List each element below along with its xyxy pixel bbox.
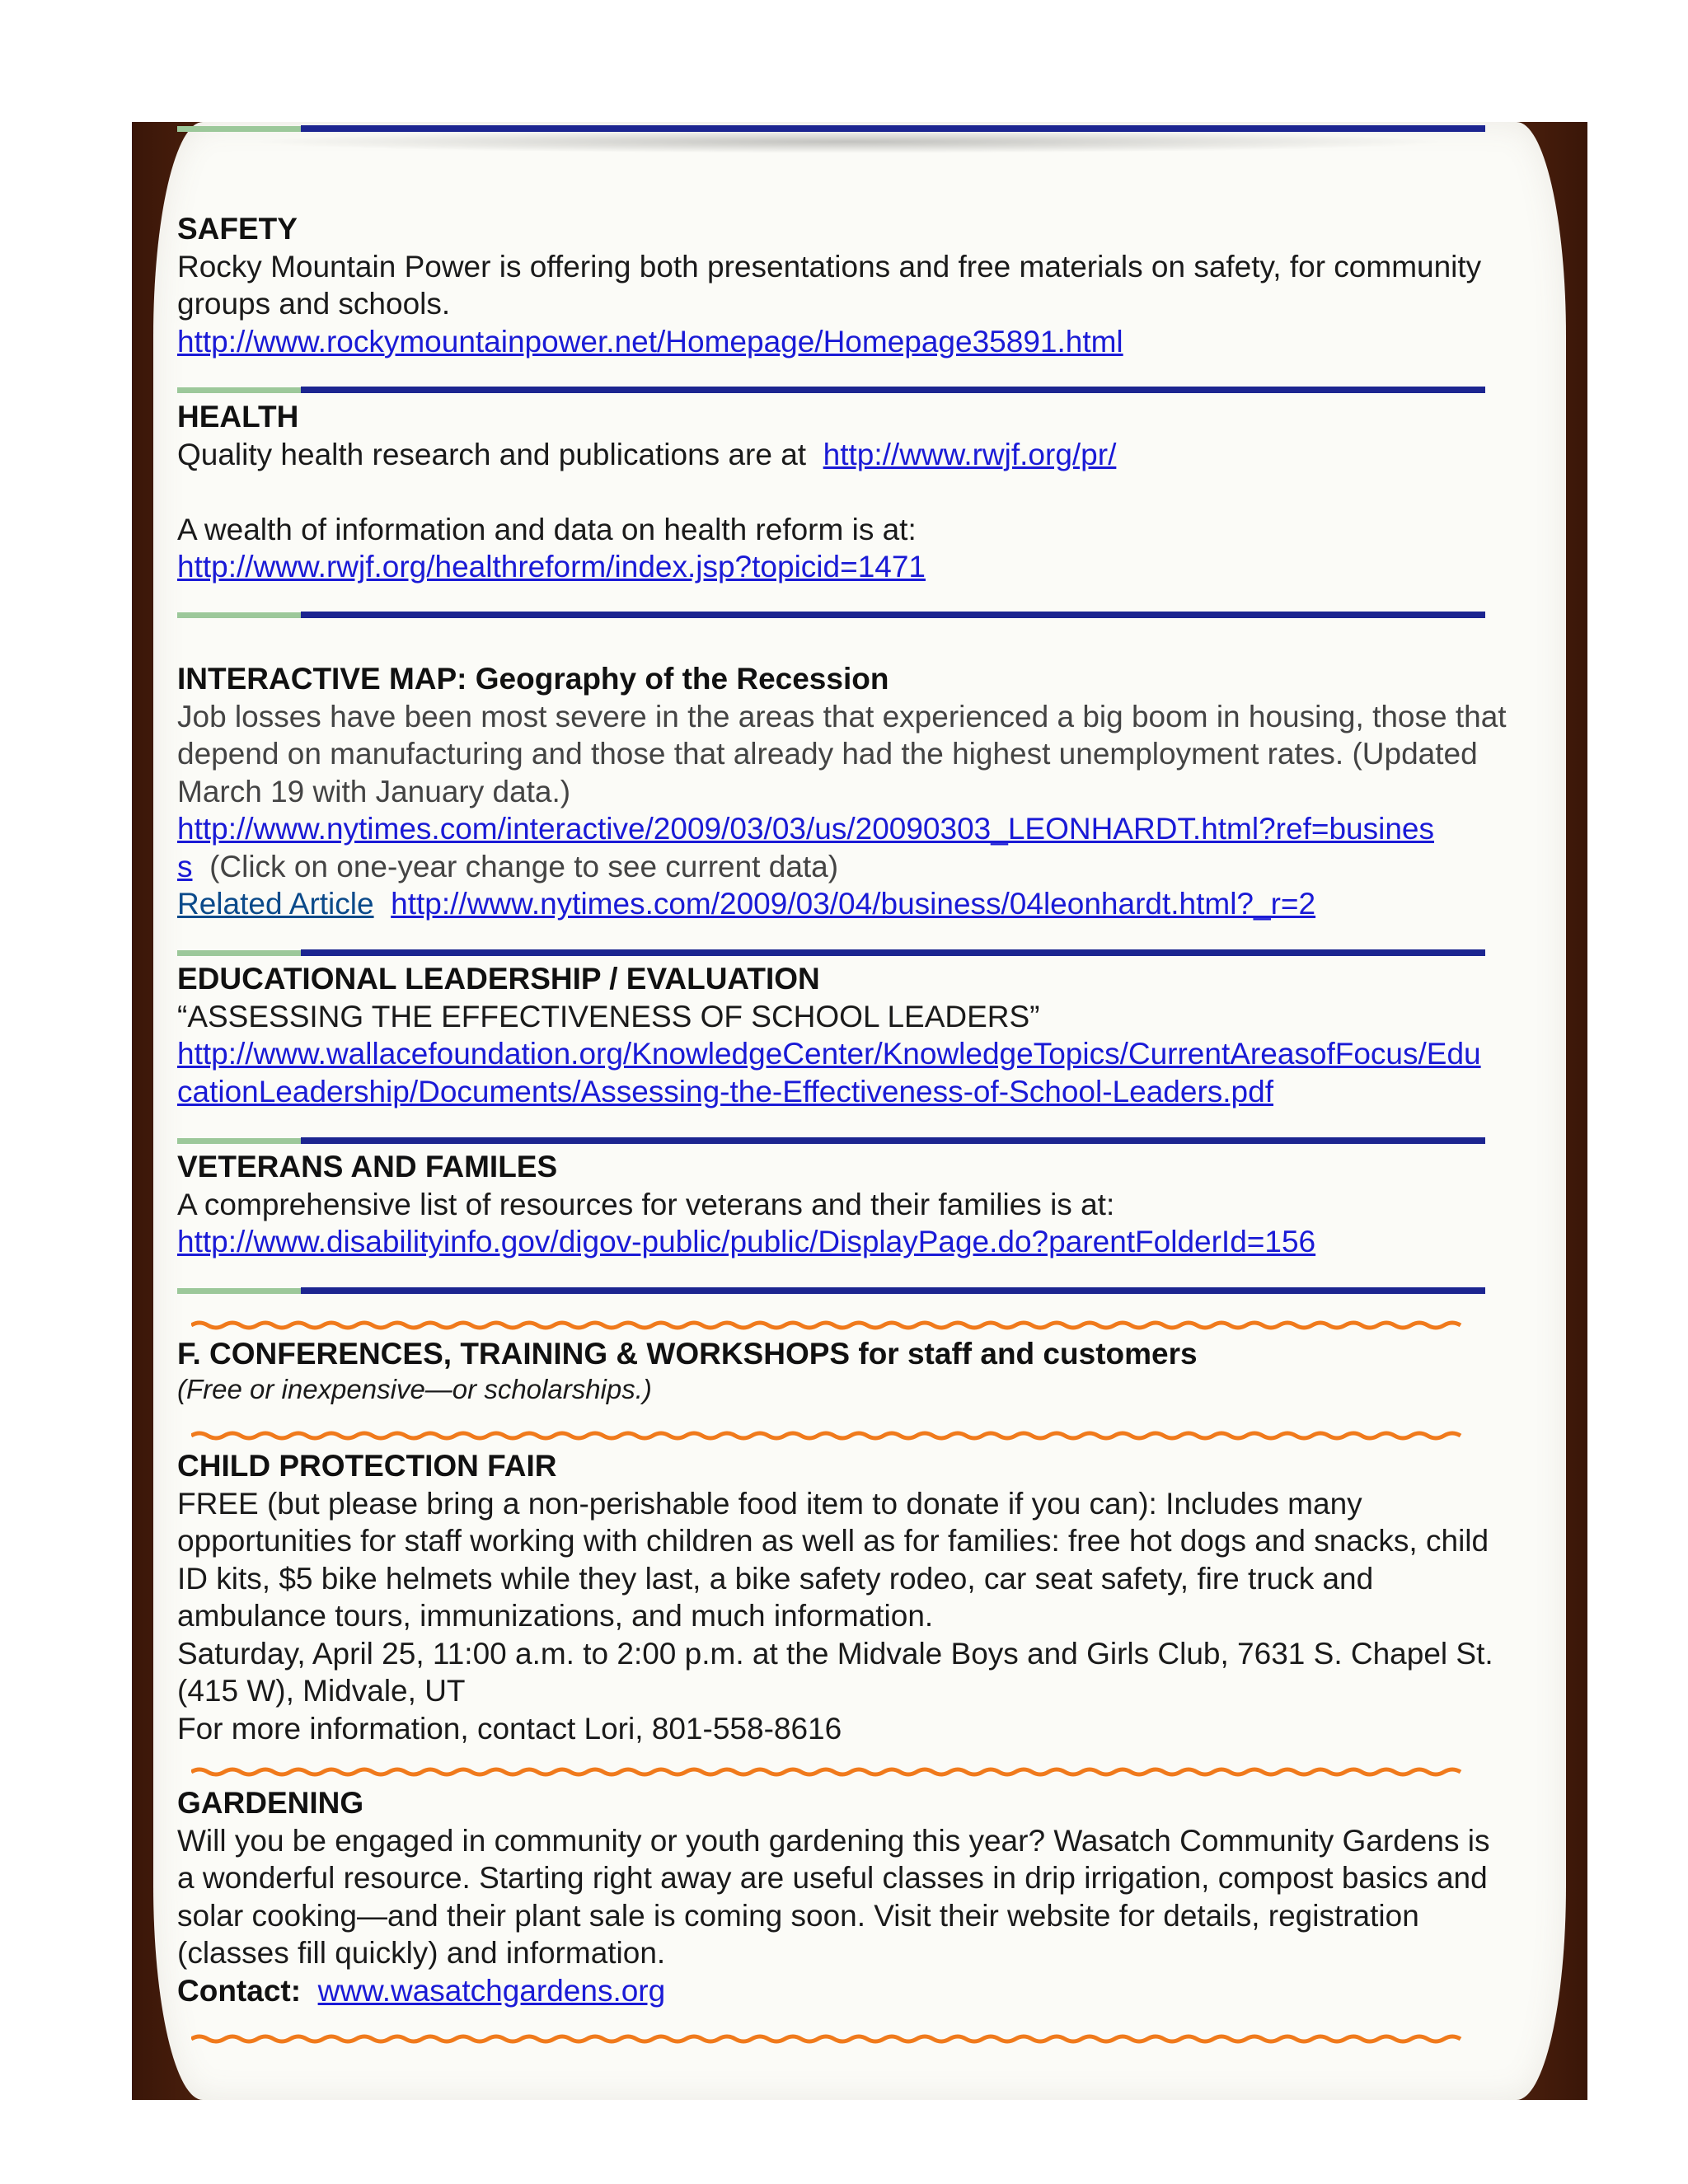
scroll-top-shadow	[247, 130, 1451, 153]
wavy-divider	[191, 1767, 1469, 1777]
divider-bar	[177, 387, 1485, 393]
child-fair-heading: CHILD PROTECTION FAIR	[177, 1449, 557, 1483]
veterans-text: A comprehensive list of resources for veterans and their families is at:	[177, 1187, 1115, 1221]
gardening-text: Will you be engaged in community or youth gardening this year? Wasatch Community Gardens is a wonderful resource. Starting right away are useful classes in drip irrigation, compost basics and solar cooking—and their plant sale is coming soon. Visit their website for details, registration (classes fill quickly) and information.	[177, 1823, 1490, 1970]
child-fair-text: FREE (but please bring a non-perishable food item to donate if you can): Includes many opportunities for staff working with children as well as for families: free hot dogs and snacks, child ID kits, $5 bike helmets while they last, a bike safety rodeo, car seat safety, fire truck and ambulance tours, immunizations, and much information.	[177, 1486, 1489, 1633]
safety-text: Rocky Mountain Power is offering both presentations and free materials on safety, for community groups and schools.	[177, 249, 1482, 321]
edu-section	[177, 960, 1512, 1110]
veterans-heading: VETERANS AND FAMILES	[177, 1150, 558, 1183]
edu-subtitle: “ASSESSING THE EFFECTIVENESS OF SCHOOL LEADERS”	[177, 999, 1040, 1033]
interactive-map-link[interactable]: http://www.nytimes.com/interactive/2009/03/03/us/20090303_LEONHARDT.html?ref=business	[177, 812, 1434, 883]
divider-bar	[177, 1287, 1485, 1294]
related-article-url[interactable]: http://www.nytimes.com/2009/03/04/business/04leonhardt.html?_r=2	[391, 887, 1316, 921]
gardening-section	[177, 1784, 1512, 2009]
wavy-divider	[191, 2034, 1469, 2044]
divider-bar	[177, 125, 1485, 132]
wavy-divider	[191, 1320, 1469, 1330]
gardening-heading: GARDENING	[177, 1786, 364, 1820]
divider-bar	[177, 949, 1485, 956]
health-link-1[interactable]: http://www.rwjf.org/pr/	[823, 437, 1117, 471]
safety-heading: SAFETY	[177, 212, 298, 246]
gardening-contact-link[interactable]: www.wasatchgardens.org	[317, 1973, 666, 2008]
divider-bar	[177, 612, 1485, 618]
health-heading: HEALTH	[177, 400, 299, 434]
safety-section	[177, 210, 1512, 360]
divider-bar	[177, 1137, 1485, 1144]
conferences-heading: F. CONFERENCES, TRAINING & WORKSHOPS for staff and customers	[177, 1337, 1198, 1371]
child-fair-section	[177, 1447, 1512, 1747]
veterans-section	[177, 1148, 1512, 1261]
child-fair-when: Saturday, April 25, 11:00 a.m. to 2:00 p.m. at the Midvale Boys and Girls Club, 7631 S. Chapel St. (415 W), Midvale, UT	[177, 1636, 1493, 1708]
child-fair-contact: For more information, contact Lori, 801-558-8616	[177, 1711, 842, 1746]
related-article-link[interactable]: Related Article	[177, 887, 374, 921]
conferences-note: (Free or inexpensive—or scholarships.)	[177, 1373, 652, 1404]
edu-link[interactable]: http://www.wallacefoundation.org/KnowledgeCenter/KnowledgeTopics/CurrentAreasofFocus/EducationLeadership/Documents/Assessing-the-Effectiveness-of-School-Leaders.pdf	[177, 1037, 1481, 1108]
edu-heading: EDUCATIONAL LEADERSHIP / EVALUATION	[177, 962, 820, 996]
health-text-2: A wealth of information and data on health reform is at:	[177, 512, 917, 546]
interactive-map-section	[177, 660, 1512, 923]
health-text-1: Quality health research and publications are at	[177, 437, 807, 471]
wavy-divider	[191, 1431, 1469, 1441]
conferences-section	[177, 1335, 1512, 1406]
health-section	[177, 398, 1512, 586]
interactive-map-heading: INTERACTIVE MAP: Geography of the Recession	[177, 662, 889, 696]
interactive-map-link-note: (Click on one-year change to see current data)	[209, 849, 839, 883]
gardening-contact-label: Contact:	[177, 1973, 302, 2008]
interactive-map-text: Job losses have been most severe in the areas that experienced a big boom in housing, those that depend on manufacturing and those that already had the highest unemployment rates. (Updated March 19 with January data.)	[177, 699, 1507, 808]
safety-link[interactable]: http://www.rockymountainpower.net/Homepage/Homepage35891.html	[177, 324, 1123, 359]
veterans-link[interactable]: http://www.disabilityinfo.gov/digov-public/public/DisplayPage.do?parentFolderId=156	[177, 1225, 1316, 1258]
health-link-2[interactable]: http://www.rwjf.org/healthreform/index.jsp?topicid=1471	[177, 550, 926, 583]
